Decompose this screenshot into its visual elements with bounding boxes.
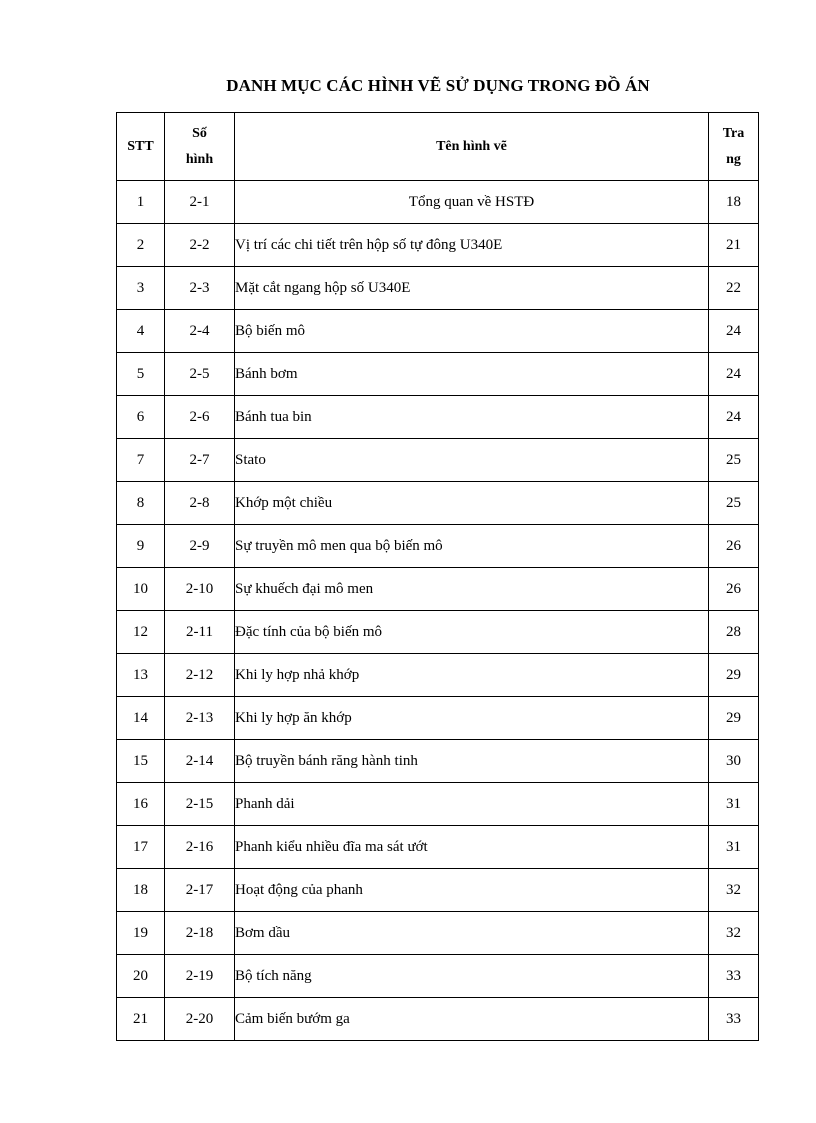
row-figure-name: Cảm biến bướm ga xyxy=(235,998,709,1041)
table-row xyxy=(117,783,759,826)
row-figure-number: 2-4 xyxy=(165,310,235,353)
header-figure-number-line1: Số xyxy=(192,125,207,141)
row-stt: 6 xyxy=(117,396,165,439)
table-row xyxy=(117,353,759,396)
row-figure-number: 2-13 xyxy=(165,697,235,740)
table-row xyxy=(117,525,759,568)
table-row xyxy=(117,654,759,697)
row-figure-number: 2-2 xyxy=(165,224,235,267)
header-figure-number-line2: hình xyxy=(185,151,214,167)
row-stt: 9 xyxy=(117,525,165,568)
row-stt: 17 xyxy=(117,826,165,869)
row-figure-number: 2-1 xyxy=(165,181,235,224)
table-row xyxy=(117,267,759,310)
row-page: 33 xyxy=(709,955,759,998)
row-stt: 8 xyxy=(117,482,165,525)
row-page: 22 xyxy=(709,267,759,310)
row-page: 24 xyxy=(709,396,759,439)
header-page-line1: Tra xyxy=(722,125,745,141)
row-page: 25 xyxy=(709,439,759,482)
row-figure-name: Bộ biến mô xyxy=(235,310,709,353)
row-figure-number: 2-10 xyxy=(165,568,235,611)
row-figure-number: 2-7 xyxy=(165,439,235,482)
table-row xyxy=(117,568,759,611)
row-figure-name: Tổng quan về HSTĐ xyxy=(235,181,709,224)
row-page: 21 xyxy=(709,224,759,267)
row-stt: 16 xyxy=(117,783,165,826)
row-stt: 13 xyxy=(117,654,165,697)
row-page: 28 xyxy=(709,611,759,654)
table-row xyxy=(117,740,759,783)
table-row xyxy=(117,826,759,869)
table-header-row xyxy=(117,113,759,181)
row-stt: 21 xyxy=(117,998,165,1041)
header-page-line2: ng xyxy=(726,151,741,167)
row-figure-name: Sự khuếch đại mô men xyxy=(235,568,709,611)
row-page: 24 xyxy=(709,353,759,396)
row-figure-name: Bộ tích năng xyxy=(235,955,709,998)
header-stt: STT xyxy=(117,113,165,181)
row-page: 25 xyxy=(709,482,759,525)
row-figure-name: Hoạt động của phanh xyxy=(235,869,709,912)
table-row xyxy=(117,912,759,955)
header-page xyxy=(709,113,759,181)
row-figure-name: Stato xyxy=(235,439,709,482)
row-figure-name: Khớp một chiều xyxy=(235,482,709,525)
row-figure-number: 2-6 xyxy=(165,396,235,439)
row-stt: 4 xyxy=(117,310,165,353)
row-page: 30 xyxy=(709,740,759,783)
row-figure-name: Mặt cắt ngang hộp số U340E xyxy=(235,267,709,310)
row-figure-number: 2-15 xyxy=(165,783,235,826)
row-figure-number: 2-8 xyxy=(165,482,235,525)
row-page: 29 xyxy=(709,654,759,697)
row-figure-number: 2-12 xyxy=(165,654,235,697)
row-stt: 18 xyxy=(117,869,165,912)
table-row xyxy=(117,482,759,525)
row-figure-name: Khi ly hợp nhả khớp xyxy=(235,654,709,697)
row-page: 18 xyxy=(709,181,759,224)
row-stt: 1 xyxy=(117,181,165,224)
table-row xyxy=(117,310,759,353)
row-figure-name: Bộ truyền bánh răng hành tinh xyxy=(235,740,709,783)
row-figure-number: 2-17 xyxy=(165,869,235,912)
row-stt: 2 xyxy=(117,224,165,267)
row-stt: 12 xyxy=(117,611,165,654)
row-figure-number: 2-3 xyxy=(165,267,235,310)
header-figure-name: Tên hình vẽ xyxy=(235,113,709,181)
table-row xyxy=(117,611,759,654)
row-figure-name: Bánh bơm xyxy=(235,353,709,396)
table-row xyxy=(117,181,759,224)
row-stt: 14 xyxy=(117,697,165,740)
header-figure-number xyxy=(165,113,235,181)
document-title: DANH MỤC CÁC HÌNH VẼ SỬ DỤNG TRONG ĐỒ ÁN xyxy=(226,76,650,95)
row-figure-number: 2-16 xyxy=(165,826,235,869)
table-row xyxy=(117,998,759,1041)
row-figure-number: 2-18 xyxy=(165,912,235,955)
row-page: 24 xyxy=(709,310,759,353)
row-figure-name: Khi ly hợp ăn khớp xyxy=(235,697,709,740)
table-row xyxy=(117,955,759,998)
figure-list-table xyxy=(116,112,759,1041)
row-figure-number: 2-11 xyxy=(165,611,235,654)
row-figure-name: Phanh kiểu nhiều đĩa ma sát ướt xyxy=(235,826,709,869)
row-stt: 20 xyxy=(117,955,165,998)
row-figure-name: Phanh dải xyxy=(235,783,709,826)
row-figure-name: Sự truyền mô men qua bộ biến mô xyxy=(235,525,709,568)
row-stt: 15 xyxy=(117,740,165,783)
row-stt: 10 xyxy=(117,568,165,611)
row-stt: 5 xyxy=(117,353,165,396)
row-page: 31 xyxy=(709,826,759,869)
table-row xyxy=(117,697,759,740)
row-page: 26 xyxy=(709,568,759,611)
row-figure-name: Bơm dầu xyxy=(235,912,709,955)
row-page: 29 xyxy=(709,697,759,740)
row-figure-number: 2-19 xyxy=(165,955,235,998)
table-row xyxy=(117,224,759,267)
table-row xyxy=(117,439,759,482)
row-stt: 7 xyxy=(117,439,165,482)
row-figure-number: 2-20 xyxy=(165,998,235,1041)
row-page: 32 xyxy=(709,869,759,912)
row-stt: 3 xyxy=(117,267,165,310)
row-figure-number: 2-5 xyxy=(165,353,235,396)
row-page: 33 xyxy=(709,998,759,1041)
table-row xyxy=(117,869,759,912)
row-figure-name: Vị trí các chi tiết trên hộp số tự đông U340E xyxy=(235,224,709,267)
row-figure-number: 2-9 xyxy=(165,525,235,568)
table-row xyxy=(117,396,759,439)
row-figure-name: Bánh tua bin xyxy=(235,396,709,439)
row-page: 26 xyxy=(709,525,759,568)
row-page: 31 xyxy=(709,783,759,826)
row-figure-number: 2-14 xyxy=(165,740,235,783)
row-stt: 19 xyxy=(117,912,165,955)
row-page: 32 xyxy=(709,912,759,955)
row-figure-name: Đặc tính của bộ biến mô xyxy=(235,611,709,654)
